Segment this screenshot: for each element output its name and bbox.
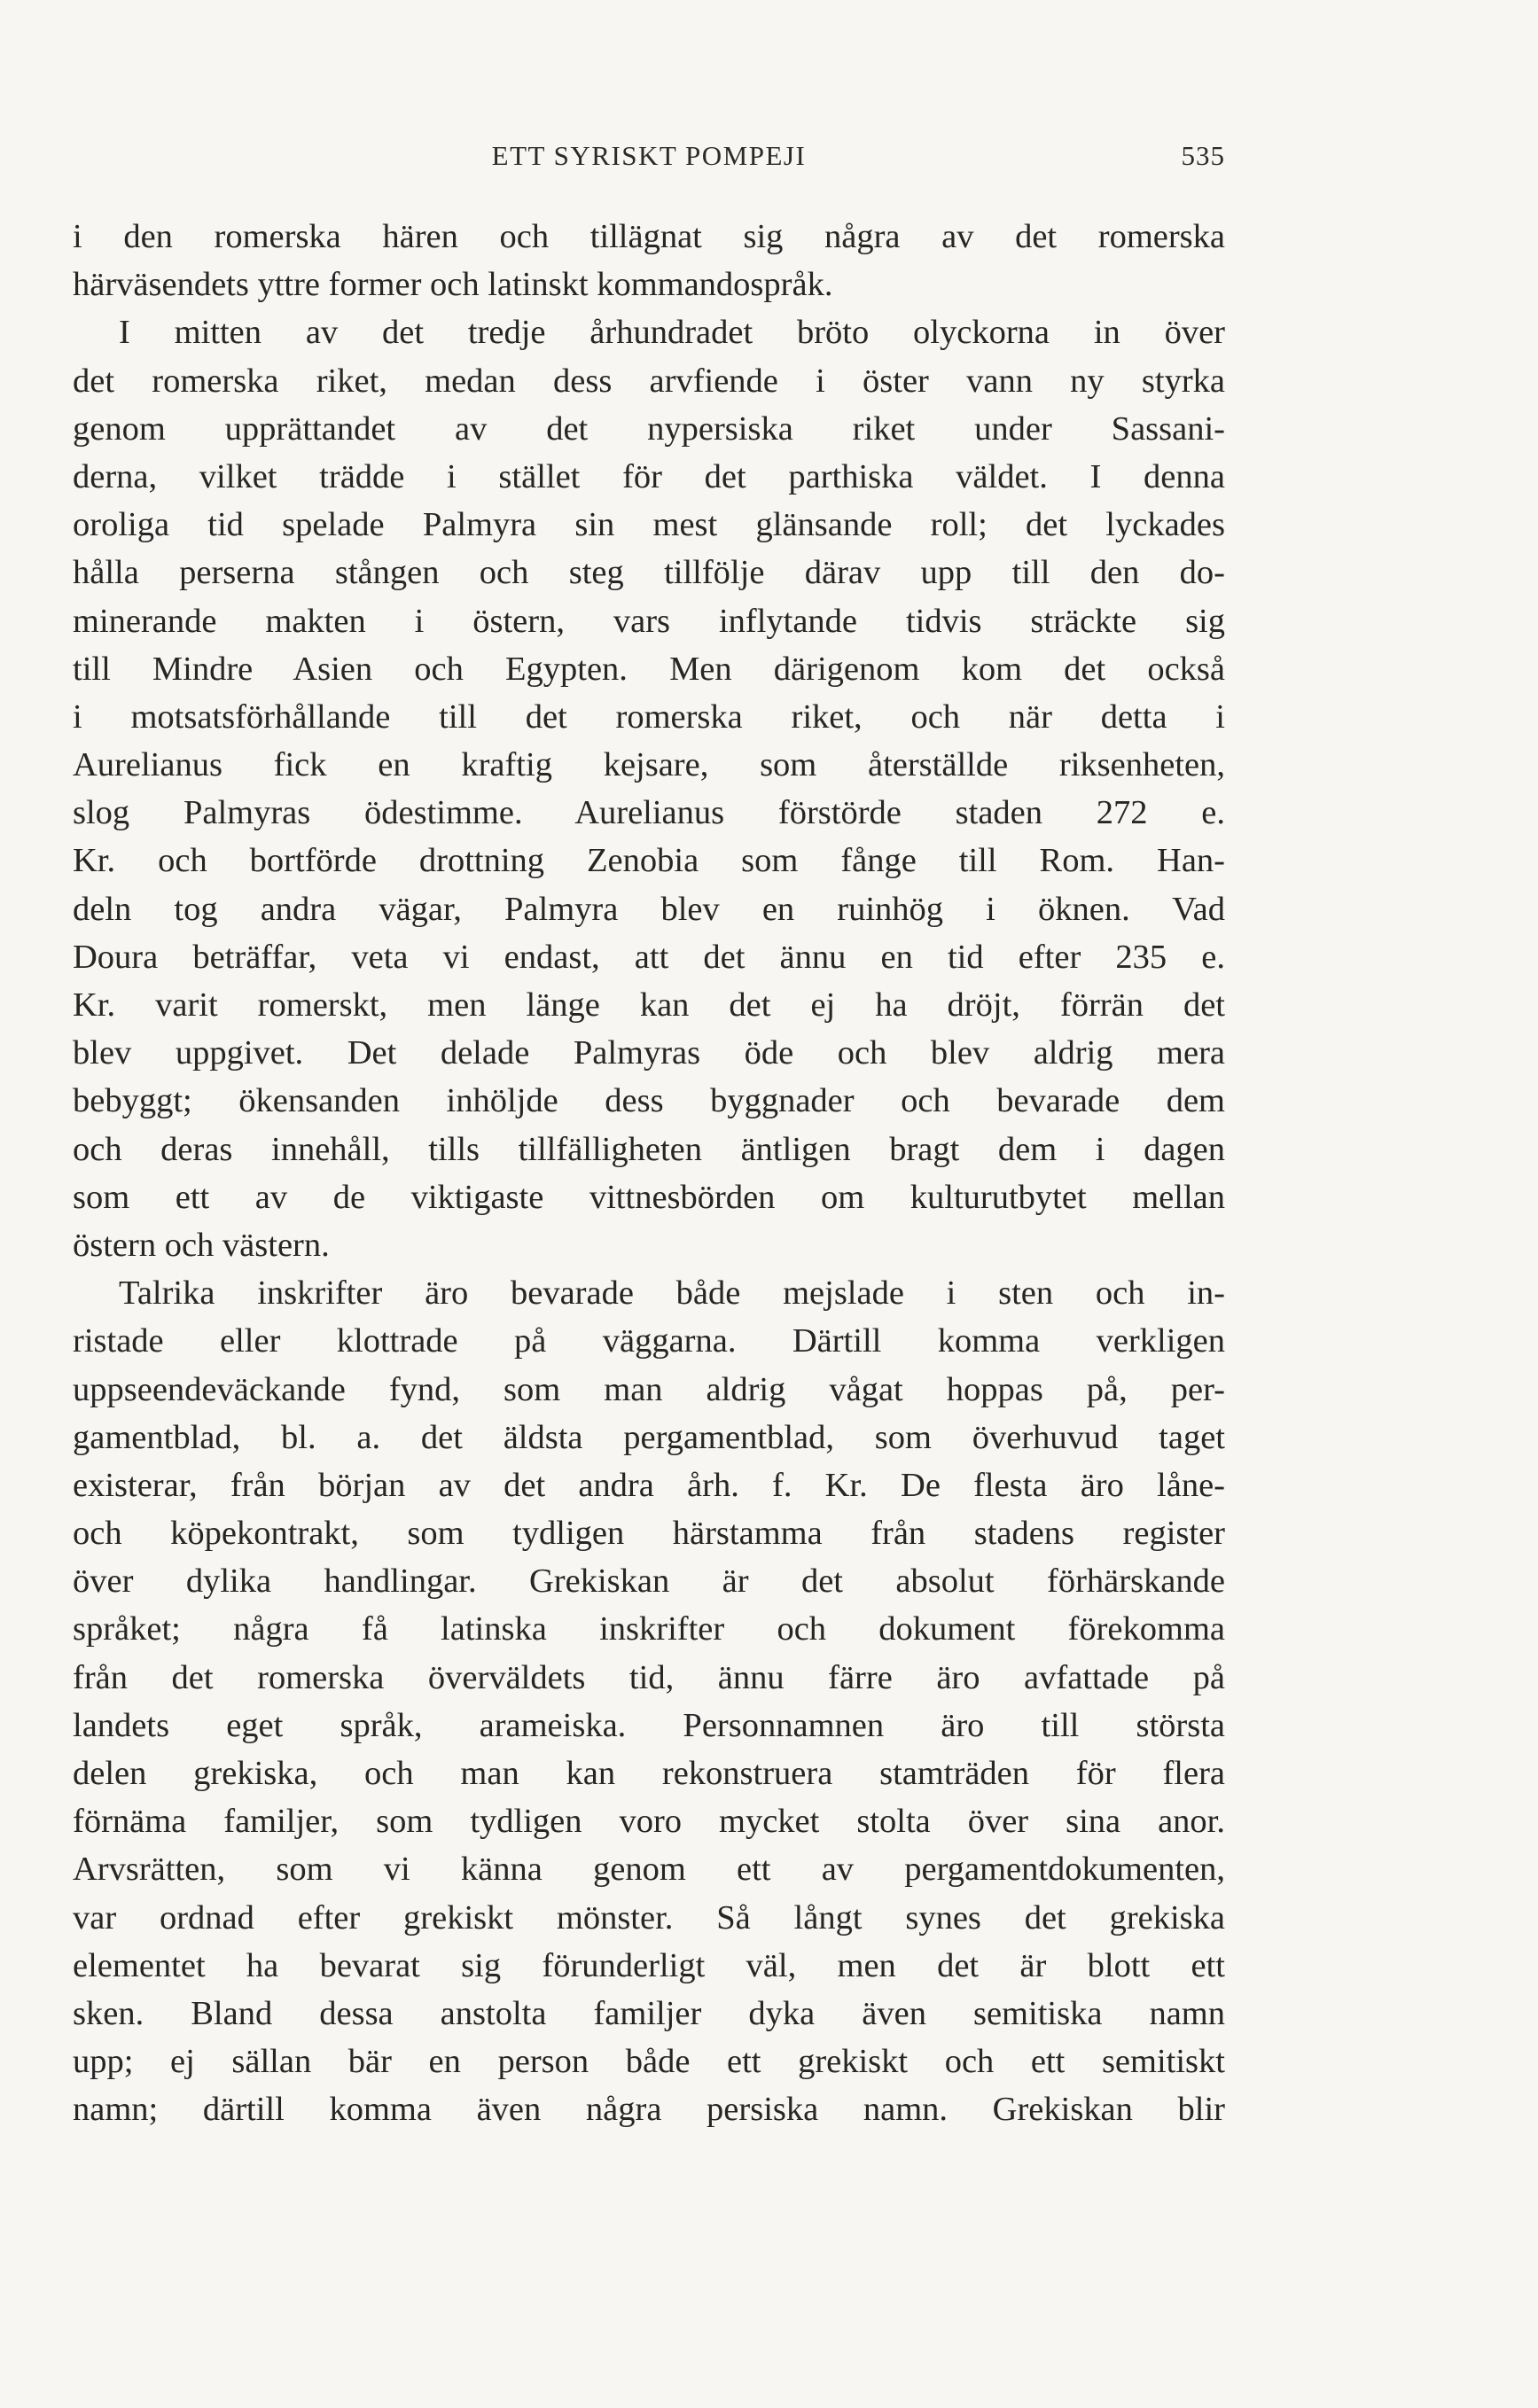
text-line: i den romerska hären och tillägnat sig några av det romerska xyxy=(73,218,1225,255)
text-line: härväsendets yttre former och latinskt kommandospråk. xyxy=(73,266,833,304)
text-line: blev uppgivet. Det delade Palmyras öde och blev aldrig mera xyxy=(73,1034,1225,1072)
text-line: från det romerska överväldets tid, ännu färre äro avfattade på xyxy=(73,1658,1225,1696)
text-line: landets eget språk, arameiska. Personnamnen äro till största xyxy=(73,1706,1225,1744)
running-title: ETT SYRISKT POMPEJI xyxy=(491,140,807,171)
text-line: som ett av de viktigaste vittnesbörden om kulturutbytet mellan xyxy=(73,1178,1225,1216)
text-line: minerande makten i östern, vars inflytande tidvis sträckte sig xyxy=(73,602,1225,640)
body-text xyxy=(73,213,1225,2134)
text-line: Doura beträffar, veta vi endast, att det ännu en tid efter 235 e. xyxy=(73,938,1225,976)
text-line: existerar, från början av det andra årh. f. Kr. De flesta äro låne- xyxy=(73,1466,1225,1504)
text-line: sken. Bland dessa anstolta familjer dyka även semitiska namn xyxy=(73,1994,1225,2032)
running-header xyxy=(73,140,1225,184)
text-line: och köpekontrakt, som tydligen härstamma från stadens register xyxy=(73,1515,1225,1553)
text-line: Kr. varit romerskt, men länge kan det ej ha dröjt, förrän det xyxy=(73,986,1225,1024)
text-line: oroliga tid spelade Palmyra sin mest glänsande roll; det lyckades xyxy=(73,506,1225,544)
text-line: Kr. och bortförde drottning Zenobia som fånge till Rom. Han- xyxy=(73,842,1225,880)
text-line: Aurelianus fick en kraftig kejsare, som återställde riksenheten, xyxy=(73,746,1225,784)
text-line: derna, vilket trädde i stället för det parthiska väldet. I denna xyxy=(73,457,1225,495)
text-line: östern och västern. xyxy=(73,1226,330,1264)
text-line: bebyggt; ökensanden inhöljde dess byggnader och bevarade dem xyxy=(73,1082,1225,1120)
text-line: gamentblad, bl. a. det äldsta pergamentblad, som överhuvud taget xyxy=(73,1418,1225,1456)
text-line: och deras innehåll, tills tillfälligheten äntligen bragt dem i dagen xyxy=(73,1130,1225,1168)
text-line: genom upprättandet av det nypersiska riket under Sassani- xyxy=(73,409,1225,448)
text-line: elementet ha bevarat sig förunderligt väl, men det är blott ett xyxy=(73,1946,1225,1984)
text-line: över dylika handlingar. Grekiskan är det absolut förhärskande xyxy=(73,1562,1225,1601)
text-line: i motsatsförhållande till det romerska riket, och när detta i xyxy=(73,697,1225,736)
text-line: till Mindre Asien och Egypten. Men därigenom kom det också xyxy=(73,650,1225,688)
text-line: I mitten av det tredje århundradet bröto olyckorna in över xyxy=(119,314,1225,352)
text-line: ristade eller klottrade på väggarna. Därtill komma verkligen xyxy=(73,1322,1225,1360)
text-line: förnäma familjer, som tydligen voro mycket stolta över sina anor. xyxy=(73,1803,1225,1841)
text-line: var ordnad efter grekiskt mönster. Så långt synes det grekiska xyxy=(73,1898,1225,1937)
text-line: uppseendeväckande fynd, som man aldrig vågat hoppas på, per- xyxy=(73,1370,1225,1408)
text-line: hålla perserna stången och steg tillfölje därav upp till den do- xyxy=(73,554,1225,592)
text-line: upp; ej sällan bär en person både ett grekiskt och ett semitiskt xyxy=(73,2043,1225,2081)
text-line: namn; därtill komma även några persiska namn. Grekiskan blir xyxy=(73,2091,1225,2129)
text-line: det romerska riket, medan dess arvfiende i öster vann ny styrka xyxy=(73,362,1225,400)
text-line: Arvsrätten, som vi känna genom ett av pergamentdokumenten, xyxy=(73,1851,1225,1889)
text-line: Talrika inskrifter äro bevarade både mejslade i sten och in- xyxy=(119,1274,1225,1313)
text-line: delen grekiska, och man kan rekonstruera stamträden för flera xyxy=(73,1755,1225,1792)
text-line: slog Palmyras ödestimme. Aurelianus förstörde staden 272 e. xyxy=(73,794,1225,832)
text-line: språket; några få latinska inskrifter och dokument förekomma xyxy=(73,1610,1225,1648)
page-number: 535 xyxy=(1181,140,1225,171)
text-line: deln tog andra vägar, Palmyra blev en ruinhög i öknen. Vad xyxy=(73,890,1225,928)
